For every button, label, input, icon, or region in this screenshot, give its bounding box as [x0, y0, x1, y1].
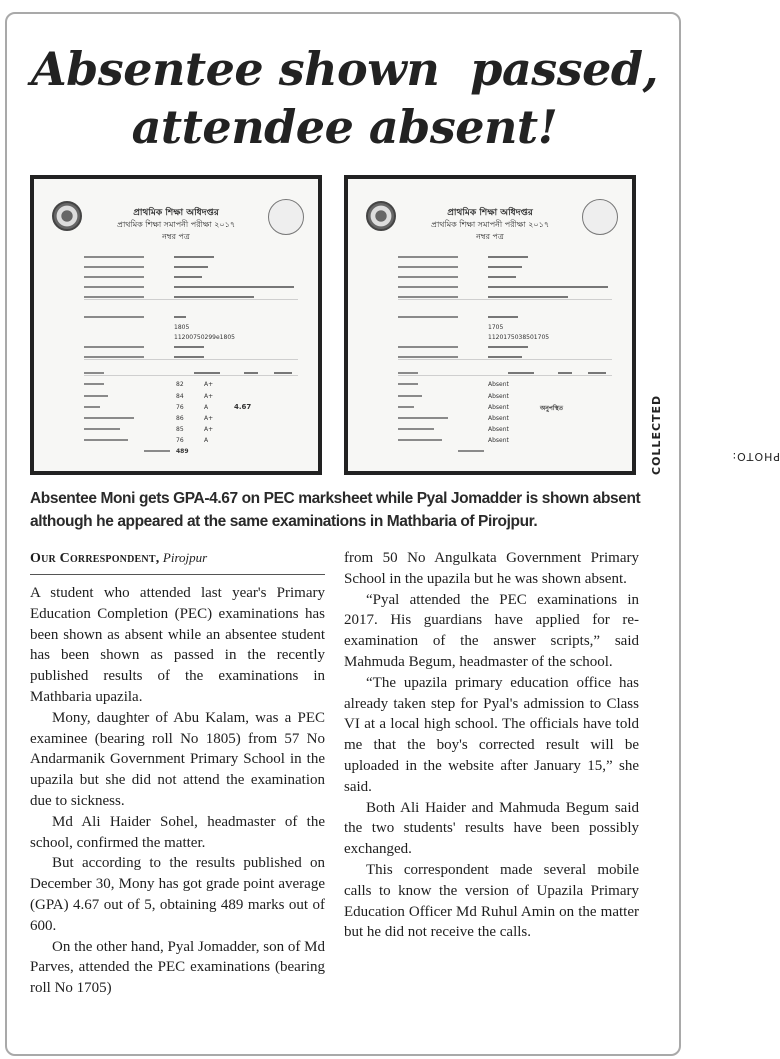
roll-number: 1805: [174, 324, 190, 331]
marksheet-left-photo: [30, 175, 322, 475]
registration-number: 11200750299e1805: [174, 334, 235, 341]
paragraph: “Pyal attended the PEC examinations in 2017. His guardians have applied for re-examination of the answer scripts,” said Mahmuda Begum, headmaster of the school.: [344, 591, 639, 670]
mark-cell: 86: [176, 415, 184, 422]
paragraph: “The upazila primary education office has already taken step for Pyal's admission to Class VI at a local high school. The officials have told me that the boy's corrected result will be uploaded in the website after January 15,” she said.: [344, 674, 639, 795]
marksheet-photos: [30, 175, 640, 475]
marksheet-title: প্রাথমিক শিক্ষা অধিদপ্তর: [133, 208, 219, 218]
grade-cell: A+: [204, 393, 214, 400]
mark-cell: 85: [176, 426, 184, 433]
grade-cell: A: [204, 404, 209, 411]
absent-cell: Absent: [488, 381, 509, 388]
absent-cell: Absent: [488, 426, 509, 433]
byline-name: Our Correspondent,: [30, 551, 160, 566]
headline-line-1: Absentee shown passed,: [30, 42, 659, 96]
byline: [30, 548, 325, 575]
marksheet-title: প্রাথমিক শিক্ষা অধিদপ্তর: [447, 208, 533, 218]
photo-caption: Absentee Moni gets GPA-4.67 on PEC marksheet while Pyal Jomadder is shown absent although he appeared at the same examinations in Mathbaria of Pirojpur.: [30, 490, 641, 530]
paragraph: But according to the results published on December 30, Mony has got grade point average (GPA) 4.67 out of 5, obtaining 489 marks out of 600.: [30, 855, 325, 934]
marksheet-subtitle: প্রাথমিক শিক্ষা সমাপনী পরীক্ষা ২০১৭: [430, 220, 550, 229]
result-status: অনুপস্থিত: [540, 405, 564, 412]
registration-number: 1120175038501705: [488, 334, 550, 341]
paragraph: A student who attended last year's Primary Education Completion (PEC) examinations has been shown as absent while an absentee student has been shown as passed in the recently published results of the examinations in Mathbaria upazila.: [30, 585, 325, 705]
grade-cell: A+: [204, 381, 214, 388]
photo-credit-name: COLLECTED: [650, 394, 663, 475]
byline-place: Pirojpur: [162, 550, 208, 565]
absent-cell: Absent: [488, 437, 509, 444]
mark-cell: 82: [176, 381, 184, 388]
gpa-value: 4.67: [234, 403, 252, 411]
grade-cell: A: [204, 437, 209, 444]
mark-cell: 76: [176, 404, 184, 411]
paragraph: This correspondent made several mobile calls to know the version of Upazila Primary Education Officer Md Ruhul Amin on the matter but he did not receive the calls.: [344, 861, 639, 941]
photo-credit: [638, 345, 780, 475]
headline: [0, 40, 689, 156]
article-column-left: [30, 548, 325, 999]
paragraph: Mony, daughter of Abu Kalam, was a PEC examinee (bearing roll No 1805) from 57 No Andarmanik Government Primary School in the upazila but she did not attend the examination due to sickness.: [30, 709, 325, 809]
photo-credit-prefix: PHOTO:: [731, 450, 780, 463]
paragraph: Both Ali Haider and Mahmuda Begum said the two students' results have been possibly exchanged.: [344, 799, 639, 858]
absent-cell: Absent: [488, 393, 509, 400]
headline-line-2: attendee absent!: [131, 100, 558, 154]
marksheet-label: নম্বর পত্র: [162, 232, 190, 241]
mark-cell: 76: [176, 437, 184, 444]
marksheet-subtitle: প্রাথমিক শিক্ষা সমাপনী পরীক্ষা ২০১৭: [116, 220, 236, 229]
grade-cell: A+: [204, 415, 214, 422]
article-column-right: [344, 548, 639, 943]
total-marks: 489: [176, 448, 189, 455]
grade-cell: A+: [204, 426, 214, 433]
absent-cell: Absent: [488, 415, 509, 422]
absent-cell: Absent: [488, 404, 509, 411]
mark-cell: 84: [176, 393, 184, 400]
marksheet-label: নম্বর পত্র: [476, 232, 504, 241]
roll-number: 1705: [488, 324, 504, 331]
paragraph: Md Ali Haider Sohel, headmaster of the school, confirmed the matter.: [30, 813, 325, 851]
marksheet-right-photo: [344, 175, 636, 475]
paragraph: from 50 No Angulkata Government Primary School in the upazila but he was shown absent.: [344, 550, 639, 587]
paragraph: On the other hand, Pyal Jomadder, son of Md Parves, attended the PEC examinations (bearing roll No 1705): [30, 938, 325, 997]
